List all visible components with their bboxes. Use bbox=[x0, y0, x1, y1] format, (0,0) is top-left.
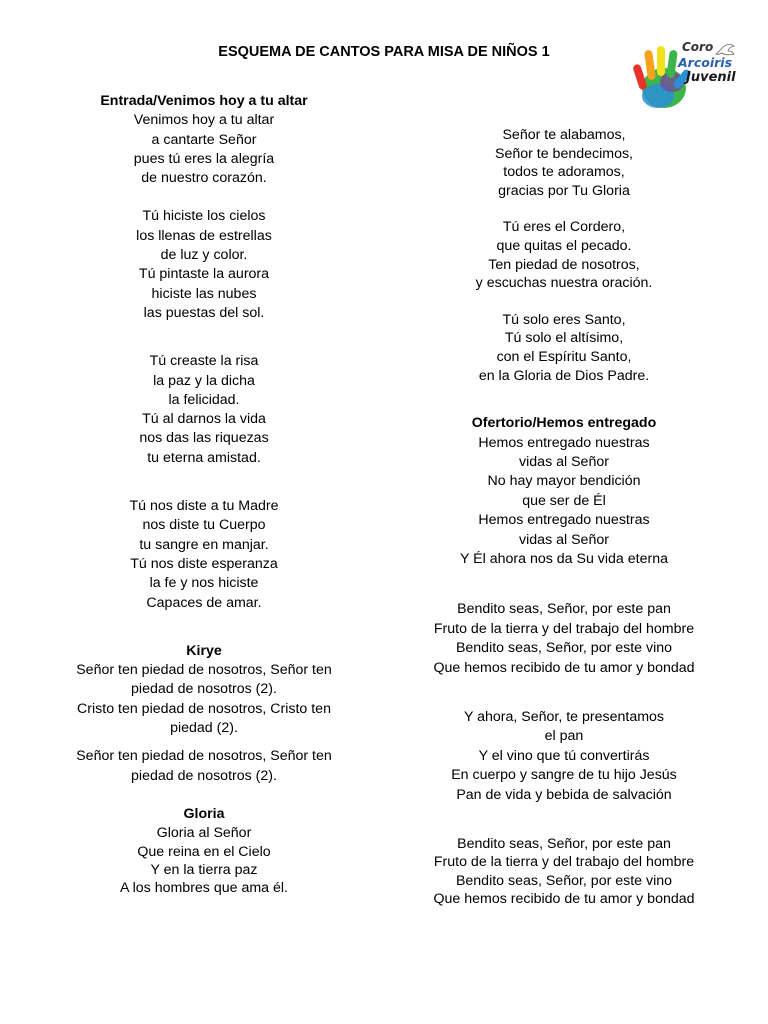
lyric-line: nos diste tu Cuerpo bbox=[142, 517, 266, 534]
lyric-line: Bendito seas, Señor, por este vino bbox=[455, 640, 673, 657]
logo-line-3: Juvenil bbox=[686, 70, 736, 85]
kirye-paragraph-3: Señor ten piedad de nosotros, Señor ten piedad de nosotros (2). bbox=[76, 748, 332, 784]
lyric-line: todos te adoramos, bbox=[503, 164, 625, 181]
lyric-line: Bendito seas, Señor, por este pan bbox=[457, 836, 671, 853]
lyric-line: Tú creaste la risa bbox=[149, 353, 259, 370]
lyric-line: tu sangre en manjar. bbox=[139, 536, 269, 553]
ofertorio-stanza-1 bbox=[418, 434, 710, 570]
lyric-line: Capaces de amar. bbox=[146, 594, 262, 611]
page-title: ESQUEMA DE CANTOS PARA MISA DE NIÑOS 1 bbox=[218, 44, 550, 60]
gloria-stanza-2 bbox=[418, 126, 710, 200]
lyric-line: vidas al Señor bbox=[519, 531, 609, 548]
lyric-line: Tú al darnos la vida bbox=[142, 411, 266, 428]
lyric-line: Y Él ahora nos da Su vida eterna bbox=[460, 550, 668, 567]
lyric-line: tu eterna amistad. bbox=[147, 449, 261, 466]
lyric-line: Que reina en el Cielo bbox=[137, 843, 271, 860]
lyric-line: a cantarte Señor bbox=[151, 131, 257, 148]
lyric-line: Bendito seas, Señor, por este pan bbox=[457, 601, 671, 618]
lyric-line: hiciste las nubes bbox=[151, 285, 257, 302]
ofertorio-stanza-2 bbox=[418, 600, 710, 678]
section-title-entrada: Entrada/Venimos hoy a tu altar bbox=[100, 93, 308, 109]
lyric-line: Y ahora, Señor, te presentamos bbox=[463, 709, 665, 725]
lyric-line: nos das las riquezas bbox=[139, 430, 269, 447]
entrada-stanza-3 bbox=[58, 352, 350, 468]
lyric-line: A los hombres que ama él. bbox=[120, 880, 288, 897]
lyric-line: No hay mayor bendición bbox=[487, 473, 641, 490]
lyric-line: de nuestro corazón. bbox=[141, 170, 267, 187]
lyric-line: los llenas de estrellas bbox=[136, 227, 272, 244]
lyric-line: Tú nos diste esperanza bbox=[130, 555, 278, 572]
lyric-line: Fruto de la tierra y del trabajo del hombre bbox=[433, 854, 695, 871]
entrada-stanza-1 bbox=[58, 111, 350, 188]
lyric-line: la fe y nos hiciste bbox=[149, 575, 259, 592]
logo-text bbox=[676, 40, 740, 85]
lyric-line: Tú solo el altísimo, bbox=[504, 330, 624, 347]
kirye-paragraph-2: Cristo ten piedad de nosotros, Cristo ten piedad (2). bbox=[77, 700, 331, 737]
lyric-line: En cuerpo y sangre de tu hijo Jesús bbox=[451, 767, 677, 784]
gloria-stanza-3 bbox=[418, 218, 710, 292]
lyric-line: la felicidad. bbox=[168, 391, 240, 408]
lyric-line: gracias por Tu Gloria bbox=[498, 182, 630, 199]
lyric-line: la paz y la dicha bbox=[153, 372, 255, 389]
lyric-line: las puestas del sol. bbox=[143, 304, 265, 321]
lyric-line: Y en la tierra paz bbox=[150, 861, 258, 878]
lyric-line: Señor te alabamos, bbox=[502, 127, 626, 143]
lyric-line: Tú eres el Cordero, bbox=[502, 219, 626, 236]
lyric-line: Y el vino que tú convertirás bbox=[478, 747, 650, 764]
lyric-line: y escuchas nuestra oración. bbox=[475, 275, 653, 292]
lyric-line: Ten piedad de nosotros, bbox=[488, 256, 640, 273]
gloria-stanza-1 bbox=[58, 824, 350, 897]
ofertorio-stanza-4 bbox=[418, 835, 710, 909]
lyric-line: con el Espíritu Santo, bbox=[496, 348, 632, 365]
entrada-stanza-2 bbox=[58, 207, 350, 323]
lyric-line: Tú hiciste los cielos bbox=[142, 208, 266, 225]
lyric-line: Hemos entregado nuestras bbox=[478, 512, 650, 529]
gloria-stanza-4 bbox=[418, 311, 710, 385]
lyric-line: Fruto de la tierra y del trabajo del hombre bbox=[433, 620, 695, 637]
lyric-line: Venimos hoy a tu altar bbox=[133, 112, 275, 129]
ofertorio-stanza-3 bbox=[418, 708, 710, 805]
coro-arcoiris-juvenil-logo bbox=[630, 38, 740, 114]
logo-line-1: Coro bbox=[682, 40, 714, 54]
lyric-line: que ser de Él bbox=[522, 492, 606, 509]
lyric-line: en la Gloria de Dios Padre. bbox=[478, 367, 650, 384]
kirye-paragraph-1: Señor ten piedad de nosotros, Señor ten piedad de nosotros (2). bbox=[76, 662, 332, 698]
lyric-line: Tú nos diste a tu Madre bbox=[129, 498, 279, 515]
lyric-line: que quitas el pecado. bbox=[496, 237, 632, 254]
lyric-line: vidas al Señor bbox=[519, 453, 609, 470]
section-title-kirye: Kirye bbox=[186, 642, 222, 659]
lyric-line: Que hemos recibido de tu amor y bondad bbox=[433, 891, 695, 908]
section-title-gloria: Gloria bbox=[183, 805, 225, 822]
right-column bbox=[418, 126, 710, 909]
lyric-line: pues tú eres la alegría bbox=[133, 150, 275, 167]
lyric-line: Tú solo eres Santo, bbox=[502, 311, 626, 328]
lyric-line: Tú pintaste la aurora bbox=[138, 266, 270, 283]
logo-line-2: Arcoiris bbox=[678, 55, 733, 70]
lyric-line: Bendito seas, Señor, por este vino bbox=[455, 872, 673, 889]
lyric-line: de luz y color. bbox=[160, 247, 248, 264]
lyric-line: Gloria al Señor bbox=[156, 825, 252, 842]
section-title-ofertorio: Ofertorio/Hemos entregado bbox=[471, 415, 657, 432]
entrada-stanza-4 bbox=[58, 497, 350, 613]
left-column bbox=[58, 92, 350, 897]
lyric-line: Pan de vida y bebida de salvación bbox=[456, 786, 672, 803]
lyric-line: Señor te bendecimos, bbox=[494, 145, 634, 162]
lyric-line: Que hemos recibido de tu amor y bondad bbox=[433, 659, 695, 676]
lyric-line: Hemos entregado nuestras bbox=[478, 434, 650, 451]
lyric-line: el pan bbox=[544, 728, 584, 745]
